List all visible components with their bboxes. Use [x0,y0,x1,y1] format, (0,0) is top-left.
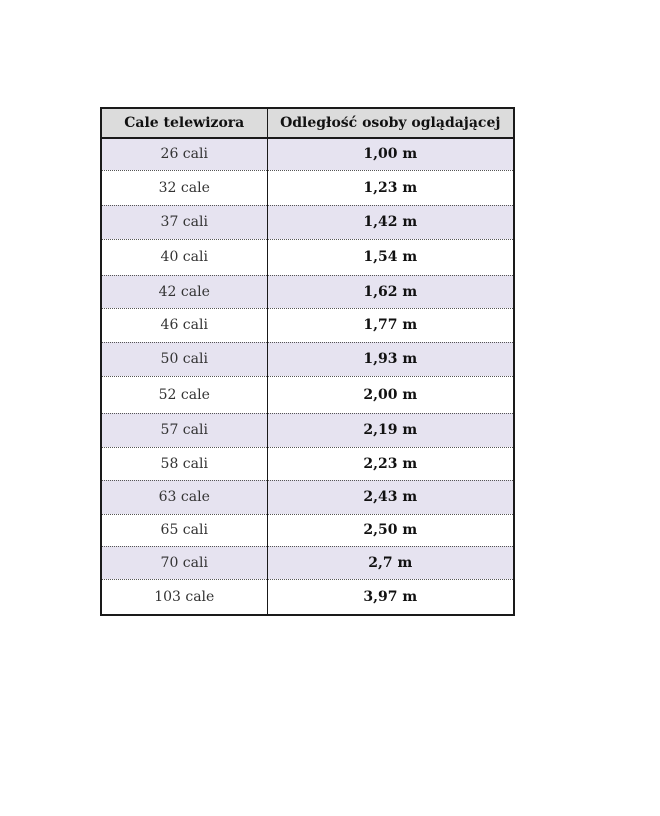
table-row [101,138,514,170]
cell-viewing-distance: 1,77 m [267,308,514,342]
cell-viewing-distance: 1,54 m [267,239,514,275]
cell-viewing-distance: 2,43 m [267,480,514,514]
table-row [101,447,514,480]
cell-tv-inches: 70 cali [101,546,267,579]
cell-tv-inches: 40 cali [101,239,267,275]
cell-viewing-distance: 1,42 m [267,205,514,239]
cell-tv-inches: 52 cale [101,376,267,413]
cell-viewing-distance: 2,00 m [267,376,514,413]
cell-tv-inches: 103 cale [101,579,267,615]
table-row [101,480,514,514]
cell-viewing-distance: 2,7 m [267,546,514,579]
cell-viewing-distance: 3,97 m [267,579,514,615]
cell-viewing-distance: 2,19 m [267,413,514,447]
table-body [101,138,514,615]
cell-tv-inches: 37 cali [101,205,267,239]
table-row [101,342,514,376]
cell-viewing-distance: 1,00 m [267,138,514,170]
cell-tv-inches: 65 cali [101,514,267,546]
table-row [101,579,514,615]
table-row [101,170,514,205]
table-row [101,239,514,275]
cell-tv-inches: 42 cale [101,275,267,308]
cell-viewing-distance: 2,50 m [267,514,514,546]
cell-tv-inches: 26 cali [101,138,267,170]
table-header-row [101,108,514,138]
cell-tv-inches: 58 cali [101,447,267,480]
cell-viewing-distance: 1,93 m [267,342,514,376]
cell-tv-inches: 32 cale [101,170,267,205]
header-viewing-distance: Odległość osoby oglądającej [267,108,514,138]
table-row [101,376,514,413]
tv-distance-table [100,107,515,616]
table-row [101,308,514,342]
cell-tv-inches: 50 cali [101,342,267,376]
cell-tv-inches: 57 cali [101,413,267,447]
table-row [101,205,514,239]
header-tv-inches: Cale telewizora [101,108,267,138]
table-row [101,275,514,308]
cell-viewing-distance: 2,23 m [267,447,514,480]
cell-tv-inches: 46 cali [101,308,267,342]
cell-tv-inches: 63 cale [101,480,267,514]
cell-viewing-distance: 1,23 m [267,170,514,205]
table-row [101,413,514,447]
tv-distance-table-container [100,107,513,616]
table-row [101,514,514,546]
cell-viewing-distance: 1,62 m [267,275,514,308]
table-row [101,546,514,579]
